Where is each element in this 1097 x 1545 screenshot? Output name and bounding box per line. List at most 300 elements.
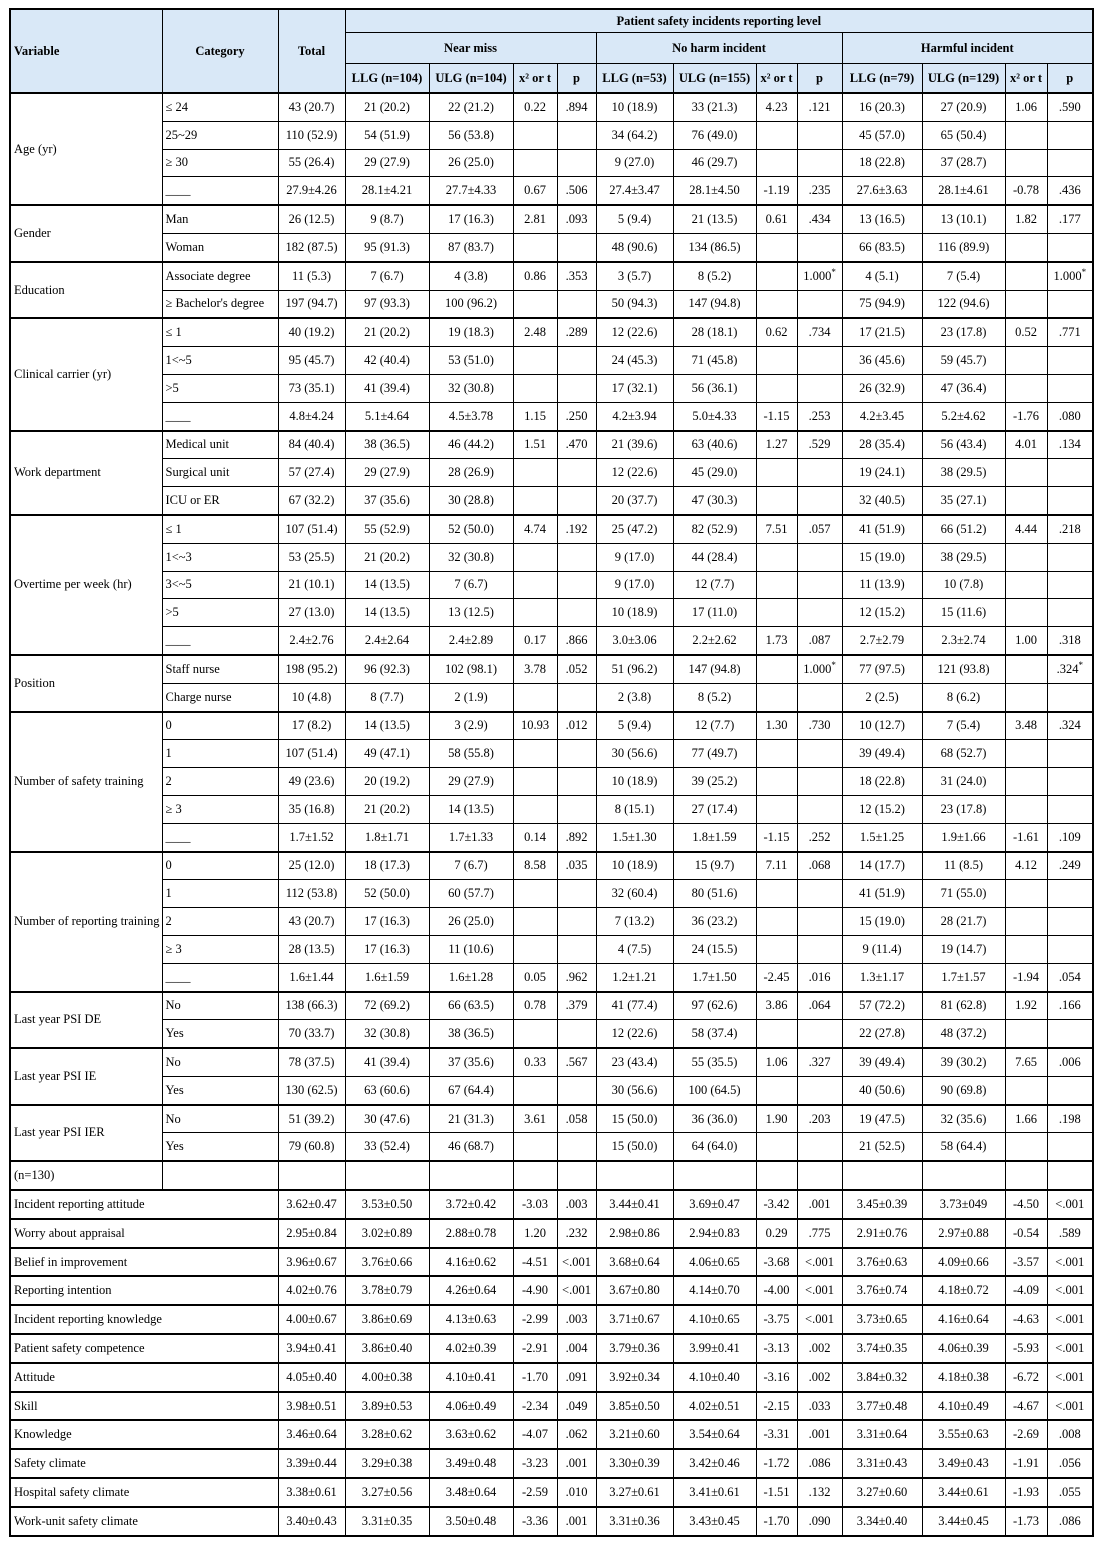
value-cell: 3.39±0.44 [278,1449,345,1478]
value-cell [797,795,842,823]
category-label: Staff nurse [162,655,278,683]
variable-label: (n=130) [10,1161,162,1190]
value-cell: .177 [1047,205,1093,233]
table-row [10,655,1093,683]
value-cell [513,908,557,936]
value-cell: 3.49±0.43 [922,1449,1005,1478]
table-row [10,1048,1093,1076]
value-cell: .109 [1047,823,1093,851]
value-cell: 12 (22.6) [596,1020,673,1048]
value-cell: 14 (13.5) [429,795,513,823]
value-cell: 138 (66.3) [278,992,345,1020]
value-cell: 11 (5.3) [278,262,345,290]
value-cell [1005,880,1047,908]
value-cell: -3.13 [756,1334,797,1363]
value-cell: -3.16 [756,1363,797,1392]
value-cell: 8 (15.1) [596,795,673,823]
value-cell: 4.13±0.63 [429,1305,513,1334]
value-cell: 3.76±0.66 [345,1248,429,1277]
value-cell: 66 (51.2) [922,515,1005,543]
value-cell: 7.51 [756,515,797,543]
value-cell: 73 (35.1) [278,374,345,402]
value-cell: 0.17 [513,627,557,655]
table-row [10,290,1093,318]
value-cell: 38 (29.5) [922,543,1005,571]
header-subcol-0-2: x² or t [513,64,557,94]
value-cell: 38 (36.5) [345,431,429,459]
value-cell: 95 (45.7) [278,347,345,375]
value-cell [557,795,596,823]
value-cell: 16 (20.3) [842,93,922,121]
value-cell: -2.69 [1005,1420,1047,1449]
value-cell: .379 [557,992,596,1020]
value-cell: .087 [797,627,842,655]
value-cell [1047,1133,1093,1161]
value-cell: -1.15 [756,402,797,430]
value-cell: 2.4±2.64 [345,627,429,655]
value-cell: 10 (18.9) [596,768,673,796]
value-cell: 60 (57.7) [429,880,513,908]
value-cell: 3.21±0.60 [596,1420,673,1449]
value-cell: 11 (13.9) [842,571,922,599]
value-cell: .289 [557,318,596,346]
value-cell: -3.36 [513,1507,557,1536]
value-cell [1047,149,1093,177]
value-cell: .324* [1047,655,1093,683]
value-cell: 33 (52.4) [345,1133,429,1161]
value-cell: .506 [557,177,596,205]
header-subcol-2-3: p [1047,64,1093,94]
value-cell: 4.16±0.64 [922,1305,1005,1334]
value-cell: 71 (45.8) [673,347,756,375]
value-cell: 30 (47.6) [345,1105,429,1133]
value-cell [756,655,797,683]
value-cell: 10 (4.8) [278,683,345,711]
value-cell: .324 [1047,712,1093,740]
value-cell: 3.84±0.32 [842,1363,922,1392]
value-cell [756,908,797,936]
value-cell [1047,290,1093,318]
value-cell: -1.51 [756,1478,797,1507]
category-label: ICU or ER [162,487,278,515]
value-cell: 8 (5.2) [673,262,756,290]
value-cell [557,571,596,599]
value-cell: 7.65 [1005,1048,1047,1076]
col-header-total: Total [278,9,345,93]
category-label: >5 [162,599,278,627]
value-cell: 87 (83.7) [429,233,513,261]
value-cell: 26 (25.0) [429,149,513,177]
value-cell: .003 [557,1305,596,1334]
header-group-0: Near miss [345,33,596,64]
variable-label: Gender [10,205,162,262]
value-cell: 15 (50.0) [596,1133,673,1161]
value-cell [1005,740,1047,768]
table-row [10,1305,1093,1334]
value-cell: .016 [797,963,842,991]
value-cell: .091 [557,1363,596,1392]
patient-safety-incidents-table [9,8,1094,1537]
value-cell: .006 [1047,1048,1093,1076]
value-cell [1047,768,1093,796]
value-cell: 41 (51.9) [842,515,922,543]
value-cell [756,599,797,627]
value-cell: -3.42 [756,1190,797,1219]
value-cell: 1.000* [797,655,842,683]
value-cell: 14 (13.5) [345,712,429,740]
variable-label: Belief in improvement [10,1248,278,1277]
value-cell: 3.27±0.60 [842,1478,922,1507]
value-cell: -2.15 [756,1392,797,1421]
value-cell [1005,1133,1047,1161]
value-cell [1005,262,1047,290]
value-cell: 2.7±2.79 [842,627,922,655]
value-cell: 58 (55.8) [429,740,513,768]
value-cell [1005,655,1047,683]
value-cell [1005,121,1047,149]
value-cell: 1.92 [1005,992,1047,1020]
value-cell: 28.1±4.50 [673,177,756,205]
value-cell: 11 (10.6) [429,935,513,963]
value-cell: .962 [557,963,596,991]
value-cell [756,1076,797,1104]
value-cell [513,121,557,149]
value-cell [756,795,797,823]
value-cell: 0.52 [1005,318,1047,346]
value-cell: 1.7±1.52 [278,823,345,851]
value-cell: 57 (27.4) [278,459,345,487]
value-cell: 3.0±3.06 [596,627,673,655]
value-cell: 17 (21.5) [842,318,922,346]
value-cell: 7 (5.4) [922,712,1005,740]
variable-label: Skill [10,1392,278,1421]
value-cell: .253 [797,402,842,430]
value-cell: 2.2±2.62 [673,627,756,655]
value-cell: 1.66 [1005,1105,1047,1133]
value-cell: 1.00 [1005,627,1047,655]
value-cell: 3.43±0.45 [673,1507,756,1536]
value-cell: .003 [557,1190,596,1219]
value-cell: 1.7±1.33 [429,823,513,851]
variable-label: Reporting intention [10,1276,278,1305]
value-cell: 58 (37.4) [673,1020,756,1048]
value-cell: 4.10±0.65 [673,1305,756,1334]
value-cell: 56 (36.1) [673,374,756,402]
value-cell [557,149,596,177]
value-cell: 1.7±1.57 [922,963,1005,991]
value-cell: 3.45±0.39 [842,1190,922,1219]
value-cell: 43 (20.7) [278,908,345,936]
value-cell: -1.76 [1005,402,1047,430]
value-cell: 4.09±0.66 [922,1248,1005,1277]
value-cell: 1.3±1.17 [842,963,922,991]
value-cell: 47 (30.3) [673,487,756,515]
value-cell [513,374,557,402]
value-cell: 3.77±0.48 [842,1392,922,1421]
value-cell: 110 (52.9) [278,121,345,149]
value-cell: 3.31±0.36 [596,1507,673,1536]
value-cell: 29 (27.9) [345,459,429,487]
table-body [10,93,1093,1536]
table-row [10,1478,1093,1507]
value-cell: 63 (60.6) [345,1076,429,1104]
value-cell: 4.18±0.72 [922,1276,1005,1305]
value-cell: 28.1±4.61 [922,177,1005,205]
value-cell: -1.70 [513,1363,557,1392]
value-cell: -2.45 [756,963,797,991]
value-cell: -3.57 [1005,1248,1047,1277]
value-cell [756,459,797,487]
value-cell: 15 (9.7) [673,852,756,880]
value-cell [842,1161,922,1190]
value-cell [513,347,557,375]
value-cell: 25 (47.2) [596,515,673,543]
value-cell: 21 (20.2) [345,543,429,571]
value-cell: 22 (27.8) [842,1020,922,1048]
value-cell: 2.95±0.84 [278,1219,345,1248]
value-cell [1005,290,1047,318]
value-cell: 21 (20.2) [345,93,429,121]
value-cell: 9 (17.0) [596,571,673,599]
value-cell: .203 [797,1105,842,1133]
value-cell: 26 (25.0) [429,908,513,936]
value-cell: 35 (27.1) [922,487,1005,515]
value-cell: 80 (51.6) [673,880,756,908]
value-cell: -5.93 [1005,1334,1047,1363]
value-cell: 2 (3.8) [596,683,673,711]
value-cell: -4.90 [513,1276,557,1305]
value-cell: 12 (7.7) [673,571,756,599]
value-cell [1047,347,1093,375]
value-cell [1047,121,1093,149]
value-cell: 4.06±0.39 [922,1334,1005,1363]
value-cell: 77 (97.5) [842,655,922,683]
value-cell: 102 (98.1) [429,655,513,683]
category-label: Associate degree [162,262,278,290]
value-cell: .086 [797,1449,842,1478]
value-cell: 3.38±0.61 [278,1478,345,1507]
table-row [10,712,1093,740]
value-cell [756,374,797,402]
value-cell: 3.96±0.67 [278,1248,345,1277]
variable-label: Overtime per week (hr) [10,515,162,655]
value-cell [513,149,557,177]
value-cell: .049 [557,1392,596,1421]
value-cell: 4.02±0.51 [673,1392,756,1421]
value-cell: 2.81 [513,205,557,233]
table-row [10,1161,1093,1190]
value-cell: -4.67 [1005,1392,1047,1421]
value-cell: 46 (29.7) [673,149,756,177]
value-cell: <.001 [1047,1190,1093,1219]
value-cell [1005,935,1047,963]
value-cell: 9 (8.7) [345,205,429,233]
value-cell: 21 (13.5) [673,205,756,233]
value-cell: <.001 [1047,1248,1093,1277]
value-cell [756,1133,797,1161]
value-cell: 20 (19.2) [345,768,429,796]
value-cell: 55 (52.9) [345,515,429,543]
value-cell: 3.31±0.43 [842,1449,922,1478]
value-cell [557,233,596,261]
category-label [162,1161,278,1190]
value-cell: 4.06±0.65 [673,1248,756,1277]
variable-label: Last year PSI IE [10,1048,162,1105]
value-cell: 4.8±4.24 [278,402,345,430]
value-cell: 1.27 [756,431,797,459]
value-cell [797,149,842,177]
value-cell [1005,1076,1047,1104]
value-cell: 65 (50.4) [922,121,1005,149]
value-cell: 11 (8.5) [922,852,1005,880]
category-label: 0 [162,712,278,740]
table-row [10,1020,1093,1048]
value-cell: 100 (64.5) [673,1076,756,1104]
table-row [10,121,1093,149]
value-cell: -3.31 [756,1420,797,1449]
value-cell: 56 (43.4) [922,431,1005,459]
value-cell: 0.05 [513,963,557,991]
header-subcol-1-2: x² or t [756,64,797,94]
value-cell: 1.8±1.71 [345,823,429,851]
value-cell [756,149,797,177]
header-group-1: No harm incident [596,33,842,64]
value-cell: 8 (6.2) [922,683,1005,711]
value-cell [797,599,842,627]
value-cell: 15 (19.0) [842,543,922,571]
value-cell: 48 (90.6) [596,233,673,261]
value-cell [557,1133,596,1161]
value-cell: 55 (35.5) [673,1048,756,1076]
value-cell: 3.69±0.47 [673,1190,756,1219]
value-cell: 71 (55.0) [922,880,1005,908]
category-label: ≤ 1 [162,318,278,346]
value-cell: 96 (92.3) [345,655,429,683]
value-cell [1005,233,1047,261]
value-cell [557,543,596,571]
value-cell [756,543,797,571]
value-cell: 36 (36.0) [673,1105,756,1133]
value-cell: 26 (32.9) [842,374,922,402]
value-cell [797,459,842,487]
value-cell [797,880,842,908]
value-cell: 31 (24.0) [922,768,1005,796]
value-cell [1047,880,1093,908]
value-cell: 29 (27.9) [429,768,513,796]
value-cell: <.001 [557,1276,596,1305]
value-cell: 45 (29.0) [673,459,756,487]
value-cell: 3.73±049 [922,1190,1005,1219]
value-cell [797,374,842,402]
value-cell: .002 [797,1334,842,1363]
value-cell: 30 (56.6) [596,740,673,768]
value-cell: 4.74 [513,515,557,543]
value-cell [596,1161,673,1190]
value-cell: 0.14 [513,823,557,851]
value-cell: 7 (6.7) [345,262,429,290]
value-cell: 32 (40.5) [842,487,922,515]
variable-label: Work-unit safety climate [10,1507,278,1536]
value-cell: .002 [797,1363,842,1392]
value-cell: .033 [797,1392,842,1421]
value-cell: 23 (17.8) [922,795,1005,823]
value-cell: 67 (64.4) [429,1076,513,1104]
category-label: 1 [162,880,278,908]
value-cell [557,459,596,487]
table-row [10,515,1093,543]
value-cell: 4 (7.5) [596,935,673,963]
value-cell: 28 (21.7) [922,908,1005,936]
value-cell: .353 [557,262,596,290]
value-cell: 1.15 [513,402,557,430]
value-cell: 82 (52.9) [673,515,756,543]
value-cell [1047,1076,1093,1104]
value-cell [557,121,596,149]
value-cell: 4.00±0.38 [345,1363,429,1392]
value-cell: 41 (39.4) [345,1048,429,1076]
category-label: ____ [162,177,278,205]
value-cell: -1.93 [1005,1478,1047,1507]
value-cell [513,543,557,571]
value-cell: .192 [557,515,596,543]
value-cell: 3.68±0.64 [596,1248,673,1277]
value-cell: .434 [797,205,842,233]
value-cell: 147 (94.8) [673,655,756,683]
table-row [10,1420,1093,1449]
value-cell [797,121,842,149]
value-cell: 35 (16.8) [278,795,345,823]
value-cell: 2.48 [513,318,557,346]
table-row [10,1133,1093,1161]
value-cell [1047,740,1093,768]
value-cell: 5.0±4.33 [673,402,756,430]
value-cell: 27.9±4.26 [278,177,345,205]
value-cell [513,768,557,796]
value-cell [1005,374,1047,402]
header-subcol-2-2: x² or t [1005,64,1047,94]
value-cell [557,374,596,402]
value-cell: 3.73±0.65 [842,1305,922,1334]
category-label: 3<~5 [162,571,278,599]
value-cell: .058 [557,1105,596,1133]
value-cell [756,1020,797,1048]
value-cell [756,768,797,796]
category-label: 1<~5 [162,347,278,375]
value-cell: 2 (1.9) [429,683,513,711]
table-row [10,627,1093,655]
category-label: 2 [162,908,278,936]
value-cell: 38 (29.5) [922,459,1005,487]
value-cell: .166 [1047,992,1093,1020]
value-cell: 15 (19.0) [842,908,922,936]
value-cell: 3.27±0.61 [596,1478,673,1507]
value-cell [1047,487,1093,515]
category-label: 1<~3 [162,543,278,571]
value-cell [797,1133,842,1161]
value-cell [557,487,596,515]
value-cell: 121 (93.8) [922,655,1005,683]
table-row [10,571,1093,599]
value-cell: 41 (77.4) [596,992,673,1020]
category-label: 2 [162,768,278,796]
value-cell: .730 [797,712,842,740]
value-cell [513,233,557,261]
value-cell: 9 (17.0) [596,543,673,571]
value-cell: 2.98±0.86 [596,1219,673,1248]
value-cell: 0.22 [513,93,557,121]
value-cell: 53 (51.0) [429,347,513,375]
header-subcol-2-0: LLG (n=79) [842,64,922,94]
